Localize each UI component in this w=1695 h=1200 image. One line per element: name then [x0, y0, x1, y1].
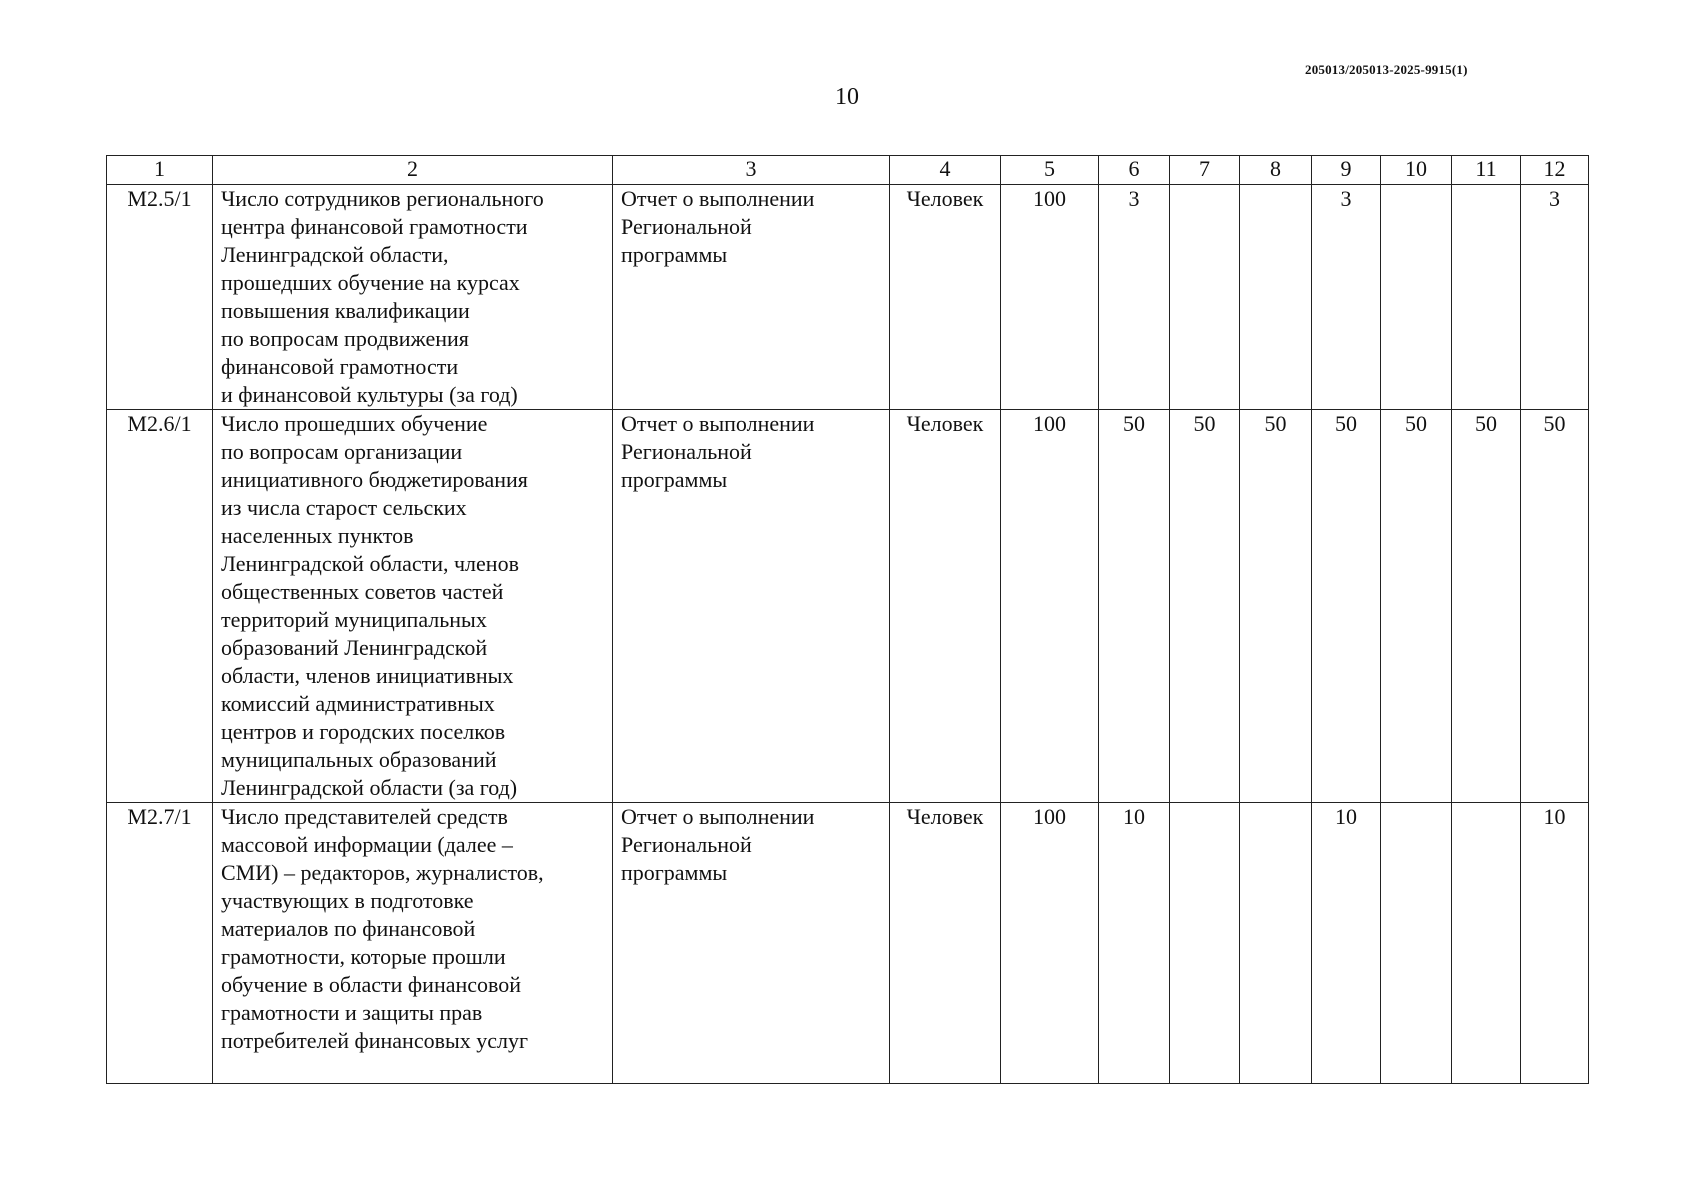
data-source-line: Региональной: [621, 832, 752, 857]
data-source: [613, 410, 890, 803]
value-cell-5: 100: [1001, 803, 1099, 1084]
indicator-name-line: потребителей финансовых услуг: [221, 1028, 529, 1053]
value-cell-9: 3: [1312, 185, 1381, 410]
value-cell-7: [1170, 185, 1240, 410]
indicator-name-line: СМИ) – редакторов, журналистов,: [221, 860, 544, 885]
document-id: 205013/205013-2025-9915(1): [1305, 62, 1468, 77]
indicator-name-line: Число прошедших обучение: [221, 411, 488, 436]
indicator-name-line: населенных пунктов: [221, 523, 414, 548]
value-cell-10: 50: [1381, 410, 1452, 803]
data-source-line: Отчет о выполнении: [621, 186, 815, 211]
data-source-line: Отчет о выполнении: [621, 411, 815, 436]
indicator-name-line: повышения квалификации: [221, 298, 470, 323]
indicator-name-line: грамотности и защиты прав: [221, 1000, 483, 1025]
value-cell-8: [1240, 185, 1312, 410]
indicator-name-line: инициативного бюджетирования: [221, 467, 528, 492]
column-header: 4: [890, 156, 1001, 185]
data-source-line: программы: [621, 860, 728, 885]
page-number: 10: [835, 84, 859, 110]
value-cell-12: 10: [1521, 803, 1589, 1084]
column-header: 7: [1170, 156, 1240, 185]
indicator-name-line: центра финансовой грамотности: [221, 214, 528, 239]
column-header: 3: [613, 156, 890, 185]
table-header-row: [107, 156, 1589, 185]
value-cell-10: [1381, 185, 1452, 410]
value-cell-12: 50: [1521, 410, 1589, 803]
column-header: 2: [213, 156, 613, 185]
data-source-line: программы: [621, 467, 728, 492]
data-source: [613, 803, 890, 1084]
value-cell-12: 3: [1521, 185, 1589, 410]
indicators-table: [106, 155, 1589, 1084]
indicator-name-line: материалов по финансовой: [221, 916, 476, 941]
column-header: 8: [1240, 156, 1312, 185]
indicator-code: М2.6/1: [107, 410, 213, 803]
indicator-name-line: комиссий административных: [221, 691, 495, 716]
column-header: 10: [1381, 156, 1452, 185]
value-cell-7: [1170, 803, 1240, 1084]
indicator-name-line: общественных советов частей: [221, 579, 504, 604]
value-cell-9: 50: [1312, 410, 1381, 803]
table-row: [107, 410, 1589, 803]
value-cell-9: 10: [1312, 803, 1381, 1084]
indicator-name-line: Ленинградской области,: [221, 242, 449, 267]
column-header: 6: [1099, 156, 1170, 185]
data-source: [613, 185, 890, 410]
data-source-line: Региональной: [621, 214, 752, 239]
value-cell-11: [1452, 803, 1521, 1084]
unit-cell: Человек: [890, 185, 1001, 410]
value-cell-6: 3: [1099, 185, 1170, 410]
value-cell-5: 100: [1001, 410, 1099, 803]
indicator-name-line: по вопросам продвижения: [221, 326, 469, 351]
indicator-name-line: Ленинградской области (за год): [221, 775, 518, 800]
indicator-name-line: области, членов инициативных: [221, 663, 514, 688]
indicator-name-line: финансовой грамотности: [221, 354, 459, 379]
value-cell-8: [1240, 803, 1312, 1084]
value-cell-7: 50: [1170, 410, 1240, 803]
indicator-name-line: Число представителей средств: [221, 804, 508, 829]
indicator-name-line: массовой информации (далее –: [221, 832, 513, 857]
indicator-name-line: прошедших обучение на курсах: [221, 270, 520, 295]
indicator-name: [213, 185, 613, 410]
indicator-name-line: центров и городских поселков: [221, 719, 506, 744]
value-cell-10: [1381, 803, 1452, 1084]
column-header: 1: [107, 156, 213, 185]
indicator-name: [213, 410, 613, 803]
indicator-name-line: образований Ленинградской: [221, 635, 488, 660]
data-source-line: Отчет о выполнении: [621, 804, 815, 829]
indicator-name-line: по вопросам организации: [221, 439, 463, 464]
unit-cell: Человек: [890, 410, 1001, 803]
table-row: [107, 185, 1589, 410]
indicator-name-line: муниципальных образований: [221, 747, 497, 772]
value-cell-5: 100: [1001, 185, 1099, 410]
indicator-name-line: обучение в области финансовой: [221, 972, 522, 997]
indicator-name: [213, 803, 613, 1084]
column-header: 12: [1521, 156, 1589, 185]
data-source-line: Региональной: [621, 439, 752, 464]
column-header: 11: [1452, 156, 1521, 185]
indicator-name-line: грамотности, которые прошли: [221, 944, 506, 969]
indicator-code: М2.7/1: [107, 803, 213, 1084]
indicator-code: М2.5/1: [107, 185, 213, 410]
data-source-line: программы: [621, 242, 728, 267]
column-header: 9: [1312, 156, 1381, 185]
indicator-name-line: из числа старост сельских: [221, 495, 467, 520]
indicator-name-line: Число сотрудников регионального: [221, 186, 544, 211]
indicator-name-line: территорий муниципальных: [221, 607, 487, 632]
value-cell-8: 50: [1240, 410, 1312, 803]
value-cell-11: [1452, 185, 1521, 410]
indicator-name-line: Ленинградской области, членов: [221, 551, 519, 576]
value-cell-6: 10: [1099, 803, 1170, 1084]
column-header: 5: [1001, 156, 1099, 185]
indicator-name-line: и финансовой культуры (за год): [221, 382, 518, 407]
table-row: [107, 803, 1589, 1084]
indicator-name-line: участвующих в подготовке: [221, 888, 474, 913]
unit-cell: Человек: [890, 803, 1001, 1084]
value-cell-6: 50: [1099, 410, 1170, 803]
value-cell-11: 50: [1452, 410, 1521, 803]
